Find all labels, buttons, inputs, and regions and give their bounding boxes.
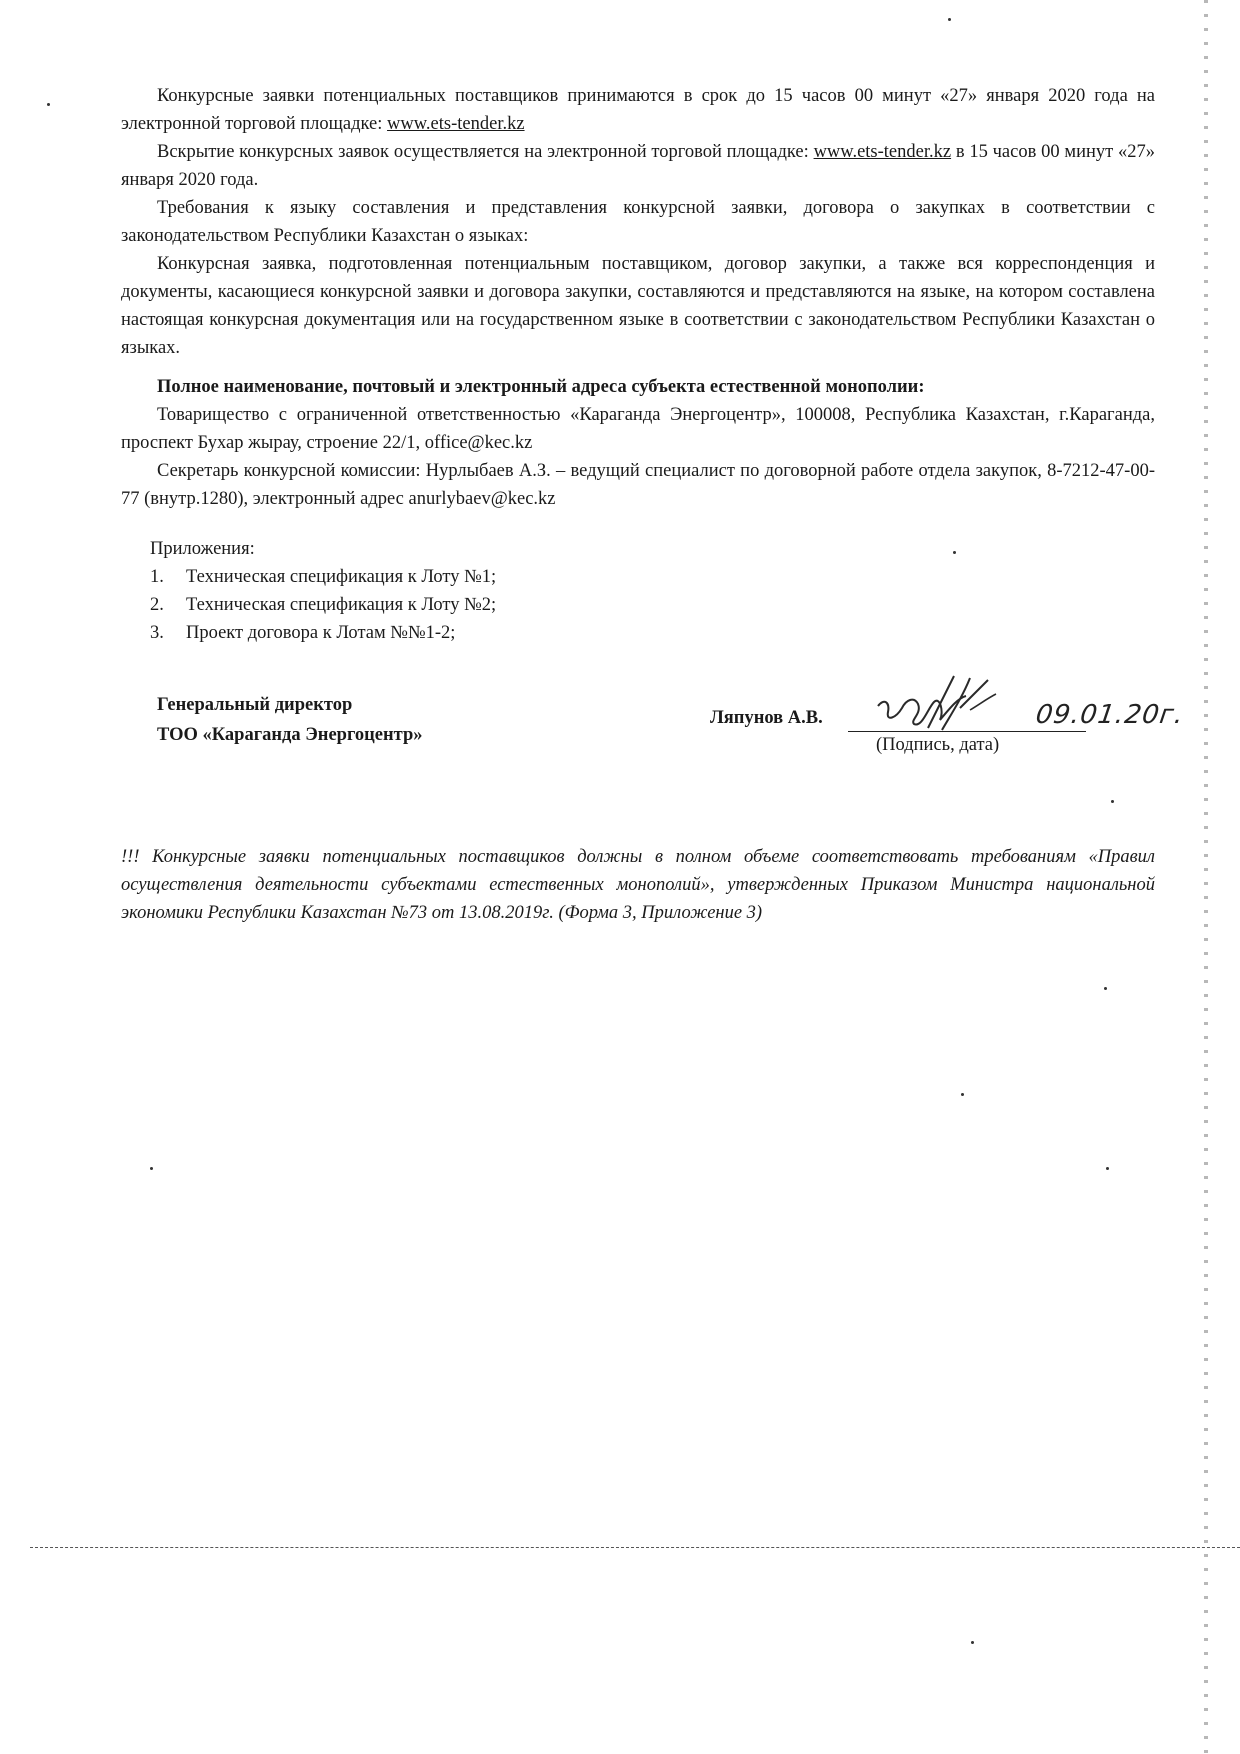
signatory-name: Ляпунов А.В.	[710, 708, 823, 728]
attachments-section	[150, 535, 496, 647]
list-item: 3. Проект договора к Лотам №№1-2;	[150, 623, 456, 643]
signature-date: 09.01.20г.	[1033, 700, 1186, 730]
secretary-contact: Секретарь конкурсной комиссии: Нурлыбаев А.З. – ведущий специалист по договорной работе отдела закупок, 8-7212-47-00-77 (внутр.1280), электронный адрес anurlybaev@kec.kz	[121, 461, 1155, 509]
scan-speck	[150, 1167, 153, 1170]
signatory-position: Генеральный директор ТОО «Караганда Энергоцентр»	[157, 695, 423, 745]
handwritten-signature	[870, 668, 1020, 740]
list-item: 1. Техническая спецификация к Лоту №1;	[150, 567, 497, 587]
scan-speck	[971, 1641, 974, 1644]
attachments-list	[150, 563, 496, 647]
ets-tender-link-2[interactable]: www.ets-tender.kz	[813, 142, 952, 162]
language-requirements-paragraph: Требования к языку составления и представления конкурсной заявки, договора о закупках в соответствии с законодательством Республики Казахстан о языках:	[121, 198, 1155, 246]
attachments-title: Приложения:	[150, 539, 255, 559]
compliance-note: !!! Конкурсные заявки потенциальных поставщиков должны в полном объеме соответствовать требованиям «Правил осуществления деятельности субъектами естественных монополий», утвержденных Приказом Министра национальной экономики Республики Казахстан №73 от 13.08.2019г. (Форма 3, Приложение 3)	[121, 847, 1155, 923]
scan-speck	[948, 18, 951, 21]
submission-deadline-paragraph: Конкурсные заявки потенциальных поставщиков принимаются в срок до 15 часов 00 минут «27» января 2020 года на электронной торговой площадке: www.ets-tender.kz	[121, 86, 1155, 134]
scan-speck	[961, 1093, 964, 1096]
company-address: Товарищество с ограниченной ответственностью «Караганда Энергоцентр», 100008, Республика Казахстан, г.Караганда, проспект Бухар жырау, строение 22/1, office@kec.kz	[121, 405, 1155, 453]
contacts-section	[121, 373, 1155, 513]
ets-tender-link[interactable]: www.ets-tender.kz	[387, 114, 525, 134]
page-divider	[30, 1547, 1240, 1548]
intro-section	[121, 82, 1155, 362]
list-item: 2. Техническая спецификация к Лоту №2;	[150, 595, 497, 615]
scan-speck	[47, 103, 50, 106]
language-details-paragraph: Конкурсная заявка, подготовленная потенциальным поставщиком, договор закупки, а также вся корреспонденция и документы, касающиеся конкурсной заявки и договора закупки, составляются и представляются на языке, на котором составлена настоящая конкурсная документация или на государственном языке в соответствии с законодательством Республики Казахстан о языках.	[121, 254, 1155, 358]
opening-paragraph: Вскрытие конкурсных заявок осуществляется на электронной торговой площадке: www.ets-tender.kz в 15 часов 00 минут «27» января 2020 года.	[121, 142, 1155, 190]
scan-edge-marks	[1204, 0, 1208, 1754]
scan-speck	[953, 551, 956, 554]
scan-speck	[1104, 987, 1107, 990]
scan-speck	[1106, 1167, 1109, 1170]
scan-speck	[1111, 800, 1114, 803]
contacts-heading: Полное наименование, почтовый и электронный адреса субъекта естественной монополии:	[157, 377, 925, 397]
signature-caption: (Подпись, дата)	[876, 735, 1000, 755]
